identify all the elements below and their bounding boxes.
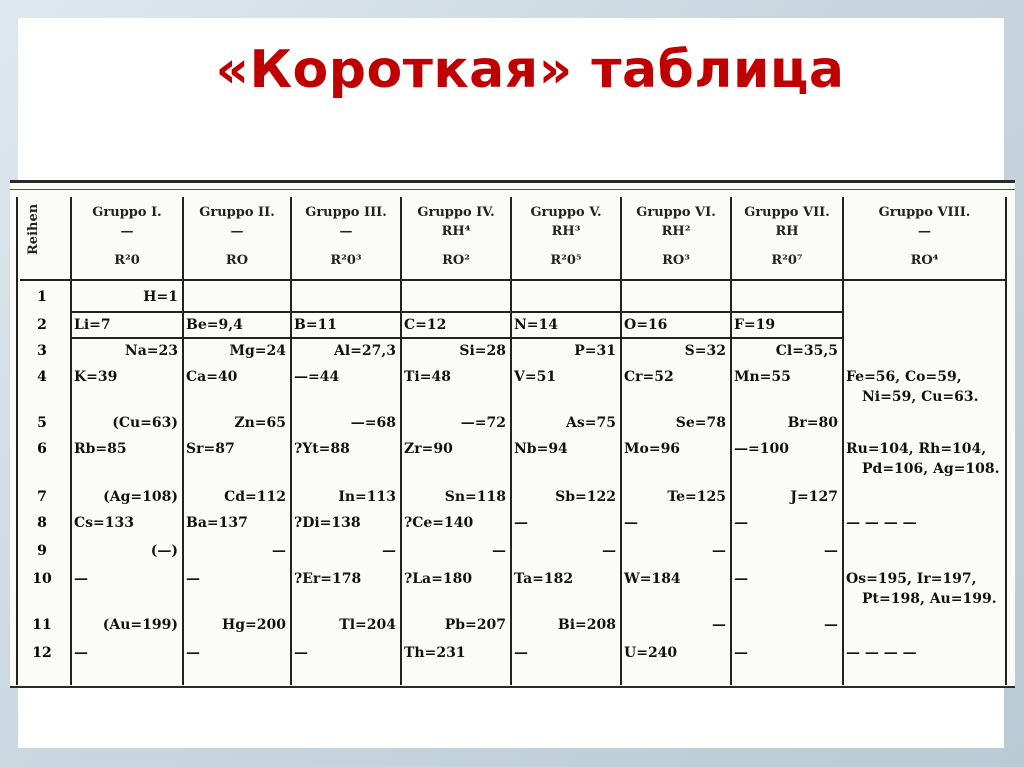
reihen-label: Reihen: [26, 203, 41, 255]
element-cell: Ru=104, Rh=104,: [846, 441, 987, 457]
element-cell: — — — —: [846, 515, 917, 531]
column-divider: [730, 197, 732, 685]
group-name: Gruppo III.: [305, 205, 387, 220]
group-header: [402, 205, 510, 268]
element-cell: Mn=55: [734, 369, 791, 385]
element-cell: C=12: [404, 317, 447, 333]
element-cell: Nb=94: [514, 441, 568, 457]
element-cell: Cl=35,5: [775, 343, 838, 359]
group-header: [72, 205, 182, 268]
element-cell: (Cu=63): [112, 415, 178, 431]
row-number: 6: [37, 441, 47, 457]
group-oxide-formula: R²0⁷: [771, 253, 803, 268]
column-divider: [620, 197, 622, 685]
column-divider: [182, 197, 184, 685]
element-cell: Ti=48: [404, 369, 451, 385]
group-name: Gruppo IV.: [417, 205, 495, 220]
element-cell: Ni=59, Cu=63.: [862, 389, 979, 405]
element-cell: —: [514, 645, 528, 661]
element-cell: Mo=96: [624, 441, 681, 457]
header-divider: [20, 279, 1007, 281]
element-cell: —: [186, 571, 200, 587]
group-oxide-formula: R²0⁵: [550, 253, 582, 268]
element-cell: F=19: [734, 317, 776, 333]
group-name: Gruppo I.: [92, 205, 162, 220]
element-cell: J=127: [790, 489, 838, 505]
group-hydride: RH²: [661, 224, 691, 239]
element-cell: B=11: [294, 317, 338, 333]
group-header: [292, 205, 400, 268]
row-number: 3: [37, 343, 47, 359]
element-cell: Sr=87: [186, 441, 235, 457]
group-hydride: RH⁴: [441, 224, 471, 239]
element-cell: (Ag=108): [103, 489, 178, 505]
element-cell: Th=231: [404, 645, 466, 661]
row-number: 1: [37, 289, 47, 305]
row-number: 12: [32, 645, 52, 661]
element-cell: —: [514, 515, 528, 531]
group-header: [732, 205, 842, 268]
element-cell: As=75: [566, 415, 616, 431]
element-cell: Rb=85: [74, 441, 127, 457]
element-cell: —=72: [460, 415, 506, 431]
element-cell: (—): [150, 543, 178, 559]
row-number: 11: [32, 617, 52, 633]
element-cell: —: [382, 543, 396, 559]
group-name: Gruppo V.: [530, 205, 602, 220]
group-oxide-formula: RO²: [442, 253, 470, 268]
column-divider: [1005, 197, 1007, 685]
element-cell: —: [602, 543, 616, 559]
element-cell: Fe=56, Co=59,: [846, 369, 962, 385]
element-cell: O=16: [624, 317, 668, 333]
element-cell: Sb=122: [555, 489, 616, 505]
element-cell: Tl=204: [339, 617, 396, 633]
element-cell: ?Di=138: [294, 515, 361, 531]
element-cell: U=240: [624, 645, 678, 661]
group-name: Gruppo VIII.: [878, 205, 971, 220]
row-number: 10: [32, 571, 52, 587]
element-cell: Os=195, Ir=197,: [846, 571, 977, 587]
element-cell: H=1: [143, 289, 178, 305]
element-cell: Ta=182: [514, 571, 574, 587]
element-cell: Te=125: [667, 489, 726, 505]
element-cell: —: [272, 543, 286, 559]
element-cell: Cs=133: [74, 515, 134, 531]
row-number: 2: [37, 317, 47, 333]
element-cell: Si=28: [459, 343, 506, 359]
group-hydride: —: [230, 224, 244, 239]
period-separator: [182, 311, 842, 313]
group-oxide-formula: R²0: [114, 253, 140, 268]
element-cell: Mg=24: [229, 343, 286, 359]
group-header: [844, 205, 1005, 268]
element-cell: Zr=90: [404, 441, 453, 457]
element-cell: ?Er=178: [294, 571, 362, 587]
element-cell: Sn=118: [444, 489, 506, 505]
group-hydride: —: [918, 224, 931, 239]
element-cell: Na=23: [124, 343, 178, 359]
element-cell: —=68: [350, 415, 396, 431]
element-cell: Ba=137: [186, 515, 248, 531]
element-cell: In=113: [338, 489, 396, 505]
slide-title: «Короткая» таблица: [215, 40, 845, 100]
element-cell: Pb=207: [444, 617, 506, 633]
group-header: [512, 205, 620, 268]
element-cell: —: [74, 571, 88, 587]
element-cell: S=32: [684, 343, 726, 359]
element-cell: —: [824, 543, 838, 559]
group-hydride: —: [120, 224, 134, 239]
element-cell: ?Yt=88: [294, 441, 350, 457]
element-cell: (Au=199): [102, 617, 178, 633]
group-hydride: RH³: [551, 224, 581, 239]
column-divider: [510, 197, 512, 685]
element-cell: Bi=208: [557, 617, 616, 633]
element-cell: Cr=52: [624, 369, 674, 385]
element-cell: —: [734, 571, 748, 587]
element-cell: P=31: [574, 343, 616, 359]
element-cell: ?La=180: [404, 571, 473, 587]
element-cell: V=51: [514, 369, 557, 385]
element-cell: Pd=106, Ag=108.: [862, 461, 1000, 477]
element-cell: — — — —: [846, 645, 917, 661]
element-cell: Cd=112: [224, 489, 286, 505]
element-cell: Hg=200: [222, 617, 286, 633]
group-header: [184, 205, 290, 268]
element-cell: Be=9,4: [186, 317, 243, 333]
column-divider: [290, 197, 292, 685]
element-cell: K=39: [74, 369, 118, 385]
element-cell: —=44: [294, 369, 340, 385]
element-cell: Al=27,3: [333, 343, 396, 359]
element-cell: —: [824, 617, 838, 633]
row-number: 7: [37, 489, 47, 505]
row-number: 9: [37, 543, 47, 559]
period-separator: [70, 337, 842, 339]
table-left-border: [16, 197, 18, 685]
element-cell: ?Ce=140: [404, 515, 474, 531]
group-oxide-formula: R²0³: [330, 253, 362, 268]
group-oxide-formula: RO³: [662, 253, 690, 268]
element-cell: Br=80: [787, 415, 838, 431]
row-number: 4: [37, 369, 47, 385]
group-oxide-formula: RO⁴: [910, 253, 939, 268]
element-cell: —: [712, 543, 726, 559]
element-cell: Ca=40: [186, 369, 238, 385]
column-divider: [400, 197, 402, 685]
group-header: [622, 205, 730, 268]
element-cell: Se=78: [675, 415, 726, 431]
element-cell: —: [734, 515, 748, 531]
group-hydride: —: [339, 224, 353, 239]
element-cell: —: [74, 645, 88, 661]
element-cell: W=184: [624, 571, 681, 587]
group-name: Gruppo VII.: [744, 205, 830, 220]
element-cell: —: [294, 645, 308, 661]
period-separator: [70, 311, 182, 313]
periodic-table: [10, 180, 1015, 688]
element-cell: —: [624, 515, 638, 531]
element-cell: —=100: [734, 441, 789, 457]
element-cell: Pt=198, Au=199.: [862, 591, 997, 607]
group-name: Gruppo II.: [199, 205, 275, 220]
element-cell: Zn=65: [234, 415, 286, 431]
group-oxide-formula: RO: [225, 253, 249, 268]
element-cell: —: [492, 543, 506, 559]
element-cell: —: [712, 617, 726, 633]
group-name: Gruppo VI.: [636, 205, 716, 220]
element-cell: Li=7: [74, 317, 111, 333]
column-divider: [842, 197, 844, 685]
element-cell: —: [186, 645, 200, 661]
column-divider: [70, 197, 72, 685]
row-number: 5: [37, 415, 47, 431]
group-hydride: RH: [775, 224, 799, 239]
element-cell: —: [734, 645, 748, 661]
row-number: 8: [37, 515, 47, 531]
element-cell: N=14: [514, 317, 559, 333]
